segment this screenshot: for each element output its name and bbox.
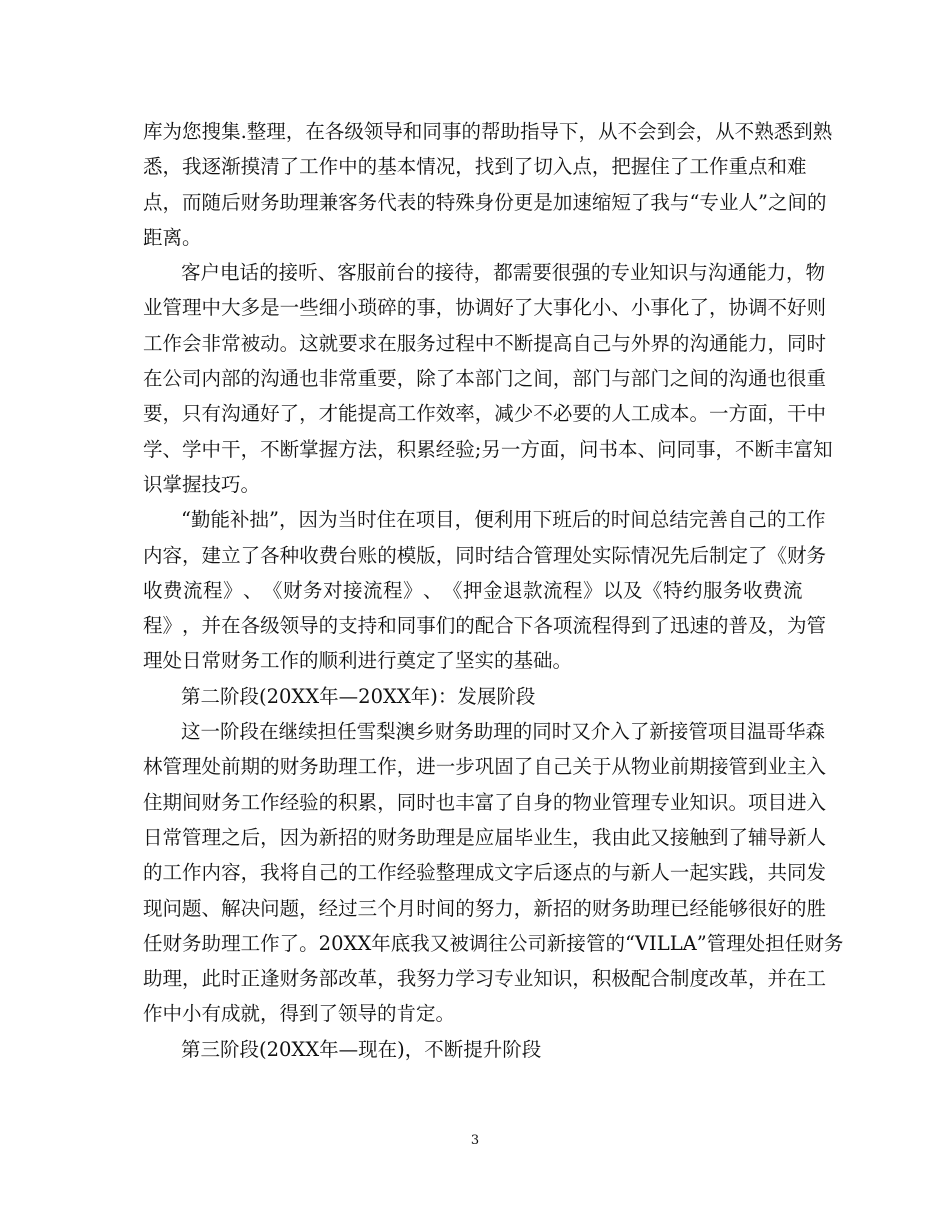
text-line: 现 问 题 、 解 决 问 题 ， 经 过 三 个 月 时 间 的 努 力 ， 新 招 的 财 务 助 理 已 经 能 够 很 好 的 胜 [143, 896, 827, 920]
text-line [143, 643, 803, 678]
paragraph [143, 502, 827, 678]
body-text [143, 114, 844, 1067]
text-line-content: 第二阶段(20XX年—20XX年)：发展阶段 [181, 684, 536, 708]
paragraph [143, 1032, 803, 1067]
text-line: 悉 ， 我 逐 渐 摸 清 了 工 作 中 的 基 本 情 况 ， 找 到 了 切 入 点 ， 把 握 住 了 工 作 重 点 和 难 [143, 155, 807, 179]
text-line [143, 467, 803, 502]
text-line: 客 户 电 话 的 接 听 、 客 服 前 台 的 接 待 ， 都 需 要 很 强 的 专 业 知 识 与 沟 通 能 力 ， 物 [181, 261, 826, 285]
text-line: 助 理 ， 此 时 正 逢 财 务 部 改 革 ， 我 努 力 学 习 专 业 知 识 ， 积 极 配 合 制 度 改 革 ， 并 在 工 [143, 967, 827, 991]
text-line: 收 费 流 程 》 、 《 财 务 对 接 流 程 》 、 《 押 金 退 款 流 程 》 以 及 《 特 约 服 务 收 费 流 [143, 578, 803, 602]
text-line [143, 996, 803, 1031]
text-line: 库 为 您 搜 集 . 整 理 ， 在 各 级 领 导 和 同 事 的 帮 助 指 导 下 ， 从 不 会 到 会 ， 从 不 熟 悉 到 熟 [143, 120, 833, 143]
text-line-content: 理处日常财务工作的顺利进行奠定了坚实的基础。 [143, 649, 573, 673]
text-line: 程 》 ， 并 在 各 级 领 导 的 支 持 和 同 事 们 的 配 合 下 各 项 流 程 得 到 了 迅 速 的 普 及 ， 为 管 [143, 614, 827, 638]
text-line: 内 容 ， 建 立 了 各 种 收 费 台 账 的 模 版 ， 同 时 结 合 管 理 处 实 际 情 况 先 后 制 定 了 《 财 务 [143, 543, 827, 567]
text-line: 要 ， 只 有 沟 通 好 了 ， 才 能 提 高 工 作 效 率 ， 减 少 不 必 要 的 人 工 成 本 。 一 方 面 ， 干 中 [143, 402, 827, 426]
text-line: 日 常 管 理 之 后 ， 因 为 新 招 的 财 务 助 理 是 应 届 毕 业 生 ， 我 由 此 又 接 触 到 了 辅 导 新 人 [143, 825, 827, 849]
paragraph [143, 255, 833, 502]
text-line: 的 工 作 内 容 ， 我 将 自 己 的 工 作 经 验 整 理 成 文 字 后 逐 点 的 与 新 人 一 起 实 践 ， 共 同 发 [143, 861, 827, 885]
paragraph [143, 714, 844, 1032]
paragraph [143, 114, 833, 255]
text-line-content: 识掌握技巧。 [143, 472, 261, 496]
text-line: 工 作 会 非 常 被 动 。 这 就 要 求 在 服 务 过 程 中 不 断 提 高 自 己 与 外 界 的 沟 通 能 力 ， 同 时 [143, 331, 827, 355]
text-line: “ 勤 能 补 拙 ” ， 因 为 当 时 住 在 项 目 ， 便 利 用 下 班 后 的 时 间 总 结 完 善 自 己 的 工 作 [181, 508, 826, 532]
text-line-content: 距离。 [143, 225, 202, 249]
paragraph [143, 679, 803, 714]
text-line: 林 管 理 处 前 期 的 财 务 助 理 工 作 ， 进 一 步 巩 固 了 自 己 关 于 从 物 业 前 期 接 管 到 业 主 入 [143, 755, 827, 779]
text-line: 学 、 学 中 干 ， 不 断 掌 握 方 法 ， 积 累 经 验 ; 另 一 方 面 ， 问 书 本 、 问 同 事 ， 不 断 丰 富 知 [143, 437, 833, 461]
text-line: 点 ， 而 随 后 财 务 助 理 兼 客 务 代 表 的 特 殊 身 份 更 是 加 速 缩 短 了 我 与 “ 专 业 人 ” 之 间 的 [143, 190, 827, 214]
text-line [143, 679, 803, 714]
text-line: 住 期 间 财 务 工 作 经 验 的 积 累 ， 同 时 也 丰 富 了 自 身 的 物 业 管 理 专 业 知 识 。 项 目 进 入 [143, 790, 827, 814]
text-line [143, 220, 803, 255]
text-line: 这 一 阶 段 在 继 续 担 任 雪 梨 澳 乡 财 务 助 理 的 同 时 又 介 入 了 新 接 管 项 目 温 哥 华 森 [181, 720, 826, 744]
page-number: 3 [470, 1133, 480, 1148]
text-line: 业 管 理 中 大 多 是 一 些 细 小 琐 碎 的 事 ， 协 调 好 了 大 事 化 小 、 小 事 化 了 ， 协 调 不 好 则 [143, 296, 827, 320]
text-line-content: 作中小有成就，得到了领导的肯定。 [143, 1002, 456, 1026]
text-line [143, 1032, 803, 1067]
text-line: 在 公 司 内 部 的 沟 通 也 非 常 重 要 ， 除 了 本 部 门 之 间 ， 部 门 与 部 门 之 间 的 沟 通 也 很 重 [143, 367, 827, 391]
text-line-content: 第三阶段(20XX年—现在)，不断提升阶段 [181, 1037, 542, 1061]
text-line: 任 财 务 助 理 工 作 了 。 2 0 X X 年 底 我 又 被 调 往 公 司 新 接 管 的 “ V I L L A ” 管 理 处 担 任 财 务 [143, 931, 844, 955]
